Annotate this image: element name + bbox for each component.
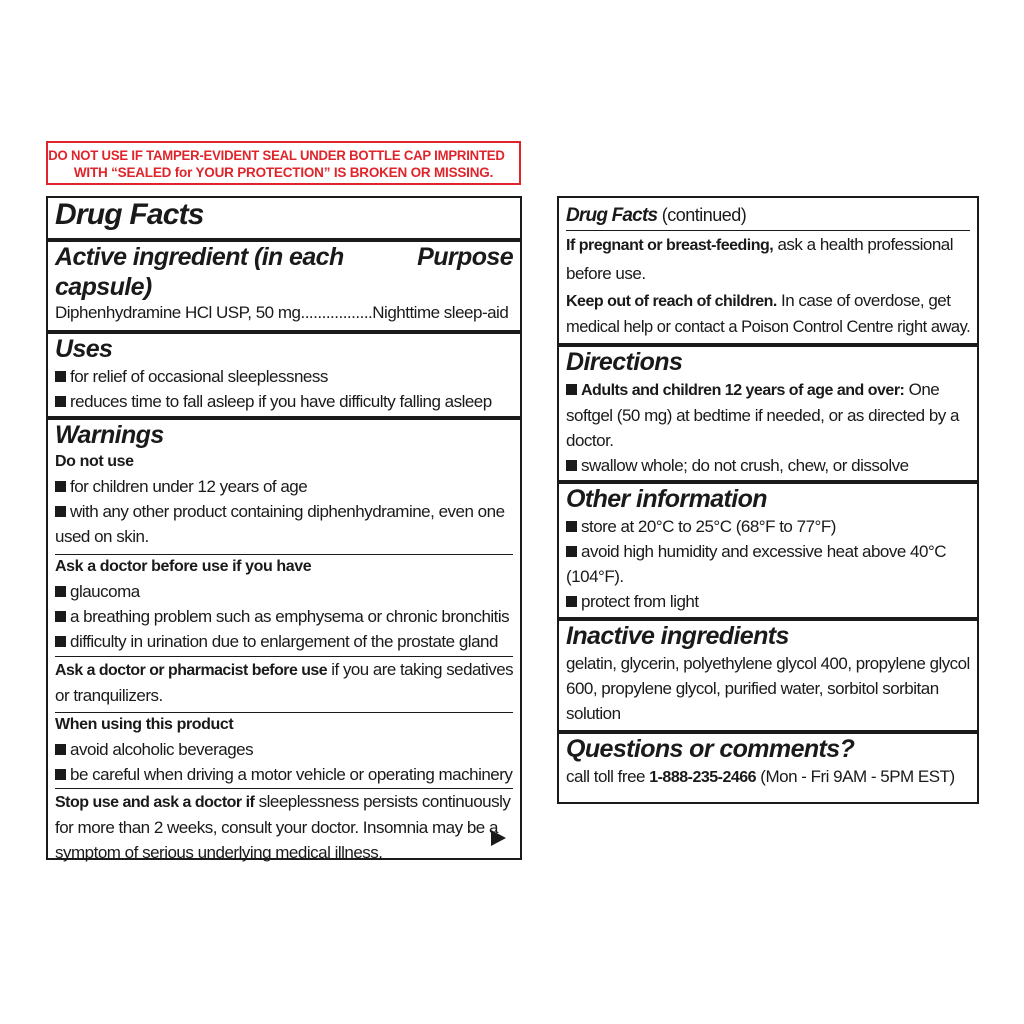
when-using-item: be careful when driving a motor vehicle or operating machinery [55, 762, 513, 787]
seal-warning-line-2: WITH “SEALED for YOUR PROTECTION” IS BROKEN OR MISSING. [73, 165, 494, 180]
phone-number: 1-888-235-2466 [649, 769, 757, 786]
drug-facts-title-section [48, 198, 520, 238]
questions-section [559, 730, 977, 790]
ask-doctor-heading: Ask a doctor before use if you have [55, 558, 312, 575]
drug-facts-panel-left [46, 196, 522, 860]
ask-pharmacist-text-2: or tranquilizers. [55, 686, 163, 705]
ask-pharmacist-section [48, 657, 520, 708]
pregnancy-text-2: before use. [566, 264, 646, 283]
drug-facts-title: Drug Facts [55, 198, 204, 231]
drug-facts-panel-right [557, 196, 979, 804]
uses-section [48, 330, 520, 414]
other-information-cont: (104°F). [566, 567, 624, 586]
inactive-ingredients-heading: Inactive ingredients [566, 622, 789, 650]
directions-text: One [904, 380, 940, 399]
keep-out-of-reach-heading: Keep out of reach of children. [566, 293, 777, 310]
uses-heading: Uses [55, 335, 113, 363]
other-information-heading: Other information [566, 485, 767, 513]
other-information-item: avoid high humidity and excessive heat above 40°C [566, 539, 970, 564]
other-information-section [559, 480, 977, 614]
stop-use-section [48, 789, 520, 865]
seal-warning-line-1: DO NOT USE IF TAMPER-EVIDENT SEAL UNDER BOTTLE CAP IMPRINTED [48, 148, 505, 163]
ask-doctor-item: difficulty in urination due to enlargement of the prostate gland [55, 629, 513, 654]
call-hours: (Mon - Fri 9AM - 5PM EST) [756, 767, 955, 786]
continue-arrow-icon [491, 830, 506, 846]
do-not-use-item: with any other product containing diphenhydramine, even one [55, 499, 513, 524]
do-not-use-heading: Do not use [55, 453, 134, 470]
stop-use-text: sleeplessness persists continuously [254, 792, 511, 811]
stop-use-text-3: symptom of serious underlying medical illness. [55, 843, 383, 862]
active-ingredient-heading: Active ingredient (in each capsule) [55, 243, 344, 301]
keep-out-of-reach-text: In case of overdose, get [776, 291, 951, 310]
ask-doctor-item: a breathing problem such as emphysema or chronic bronchitis [55, 604, 513, 629]
active-ingredient-line: Diphenhydramine HCl USP, 50 mg.................Nighttime sleep-aid [55, 303, 509, 322]
inactive-ingredients-section [559, 617, 977, 726]
warnings-heading: Warnings [55, 421, 164, 449]
tamper-seal-warning [46, 141, 521, 185]
inactive-ingredients-text-2: 600, propylene glycol, purified water, sorbitol sorbitan [566, 679, 939, 698]
warnings-section [48, 416, 520, 549]
pregnancy-section [559, 231, 977, 339]
directions-item: swallow whole; do not crush, chew, or dissolve [566, 453, 970, 478]
continued-label: (continued) [657, 205, 747, 225]
ask-pharmacist-heading: Ask a doctor or pharmacist before use [55, 662, 328, 679]
directions-heading: Directions [566, 348, 683, 376]
when-using-item: avoid alcoholic beverages [55, 737, 513, 762]
ask-doctor-section [48, 555, 520, 654]
stop-use-text-2: for more than 2 weeks, consult your doctor. Insomnia may be a [55, 818, 498, 837]
directions-text-2: softgel (50 mg) at bedtime if needed, or as directed by a [566, 406, 959, 425]
when-using-heading: When using this product [55, 716, 234, 733]
directions-text-3: doctor. [566, 431, 614, 450]
inactive-ingredients-text: gelatin, glycerin, polyethylene glycol 400, propylene glycol [566, 654, 970, 673]
call-toll-free-label: call toll free [566, 767, 650, 786]
keep-out-of-reach-text-2: medical help or contact a Poison Control Centre right away. [566, 317, 971, 336]
ask-doctor-item: glaucoma [55, 579, 513, 604]
directions-section [559, 343, 977, 478]
uses-item: reduces time to fall asleep if you have difficulty falling asleep [55, 389, 513, 414]
pregnancy-heading: If pregnant or breast-feeding, [566, 237, 774, 254]
drug-facts-continued-title: Drug Facts [566, 205, 658, 226]
when-using-section [48, 713, 520, 787]
other-information-item: store at 20°C to 25°C (68°F to 77°F) [566, 514, 970, 539]
purpose-heading: Purpose [417, 243, 513, 271]
stop-use-heading: Stop use and ask a doctor if [55, 794, 255, 811]
do-not-use-item: for children under 12 years of age [55, 474, 513, 499]
inactive-ingredients-text-3: solution [566, 704, 621, 723]
ask-pharmacist-text: if you are taking sedatives [327, 660, 514, 679]
directions-heading-bold: Adults and children 12 years of age and over: [581, 382, 905, 399]
other-information-item: protect from light [566, 589, 970, 614]
active-ingredient-section [48, 238, 520, 324]
questions-heading: Questions or comments? [566, 735, 855, 763]
continued-title-section [559, 198, 977, 230]
pregnancy-text: ask a health professional [773, 235, 954, 254]
do-not-use-cont: used on skin. [55, 527, 149, 546]
uses-item: for relief of occasional sleeplessness [55, 364, 513, 389]
